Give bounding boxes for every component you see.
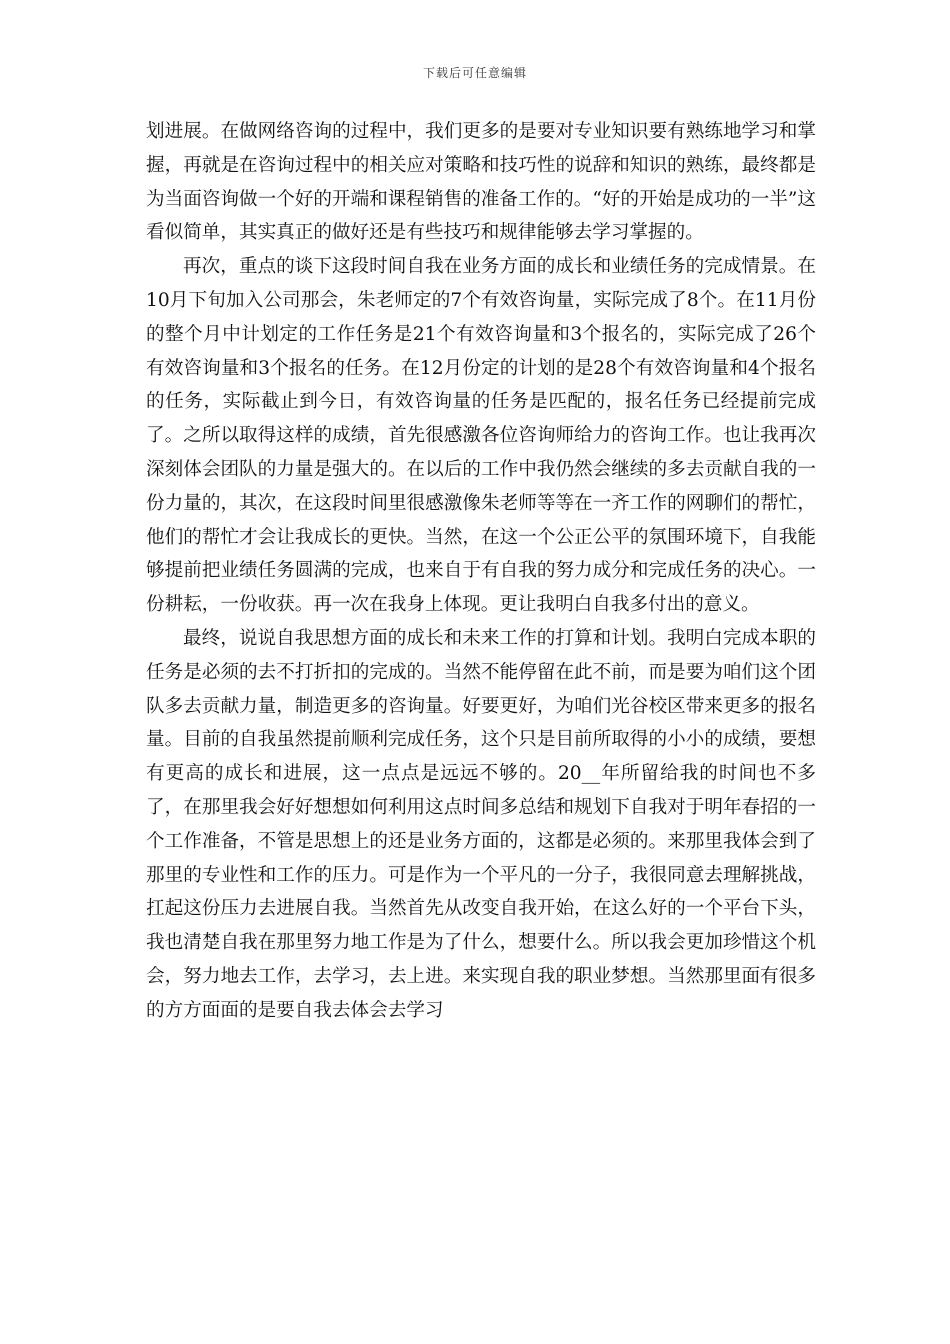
paragraph-1: 划进展。在做网络咨询的过程中，我们更多的是要对专业知识要有熟练地学习和掌握，再就是在咨询过程中的相关应对策略和技巧性的说辞和知识的熟练，最终都是为当面咨询做一个好的开端和课程销售的准备工作的。“好的开始是成功的一半”这看似简单，其实真正的做好还是有些技巧和规律能够去学习掌握的。 (146, 121, 816, 244)
paragraph-2: 再次，重点的谈下这段时间自我在业务方面的成长和业绩任务的完成情景。在10月下旬加入公司那会，朱老师定的7个有效咨询量，实际完成了8个。在11月份的整个月中计划定的工作任务是21个有效咨询量和3个报名的，实际完成了26个有效咨询量和3个报名的任务。在12月份定的计划的是28个有效咨询量和4个报名的任务，实际截止到今日，有效咨询量的任务是匹配的，报名任务已经提前完成了。之所以取得这样的成绩，首先很感激各位咨询师给力的咨询工作。也让我再次深刻体会团队的力量是强大的。在以后的工作中我仍然会继续的多去贡献自我的一份力量的，其次，在这段时间里很感激像朱老师等等在一齐工作的网聊们的帮忙，他们的帮忙才会让我成长的更快。当然，在这一个公正公平的氛围环境下，自我能够提前把业绩任务圆满的完成，也来自于有自我的努力成分和完成任务的决心。一份耕耘，一份收获。再一次在我身上体现。更让我明白自我多付出的意义。 (146, 256, 816, 616)
page-header: 下载后可任意编辑 (422, 66, 527, 80)
document-body (146, 115, 816, 1028)
paragraph-3: 最终，说说自我思想方面的成长和未来工作的打算和计划。我明白完成本职的任务是必须的去不打折扣的完成的。当然不能停留在此不前，而是要为咱们这个团队多去贡献力量，制造更多的咨询量。好要更好，为咱们光谷校区带来更多的报名量。目前的自我虽然提前顺利完成任务，这个只是目前所取得的小小的成绩，要想有更高的成长和进展，这一点点是远远不够的。20__年所留给我的时间也不多了，在那里我会好好想想如何利用这点时间多总结和规划下自我对于明年春招的一个工作准备，不管是思想上的还是业务方面的，这都是必须的。来那里我体会到了那里的专业性和工作的压力。可是作为一个平凡的一分子，我很同意去理解挑战，扛起这份压力去进展自我。当然首先从改变自我开始，在这么好的一个平台下头，我也清楚自我在那里努力地工作是为了什么，想要什么。所以我会更加珍惜这个机会，努力地去工作，去学习，去上进。来实现自我的职业梦想。当然那里面有很多的方方面面的是要自我去体会去学习 (146, 627, 816, 1021)
